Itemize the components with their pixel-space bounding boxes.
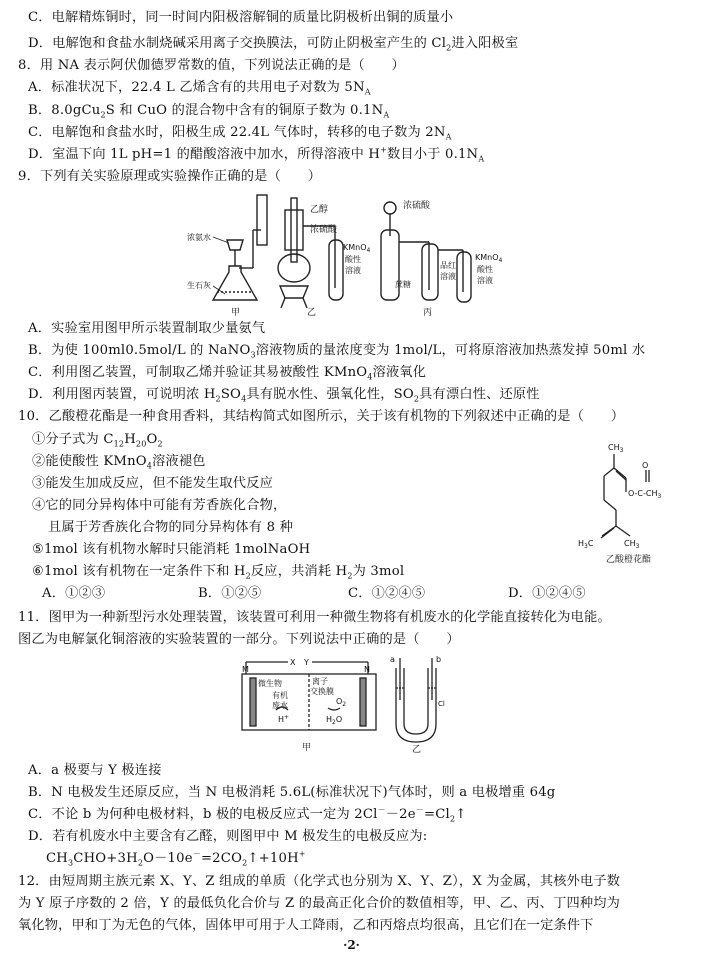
q7-option-d: D．电解饱和食盐水制烧碱采用离子交换膜法，可防止阴极室产生的 $Cl_2$进入阳极室 [28, 36, 519, 53]
label-hplus: H+ [278, 714, 290, 724]
q9-option-a: A．实验室用图甲所示装置制取少量氨气 [28, 321, 266, 336]
label-conc-acid: 浓硫酸 [310, 225, 338, 235]
label-magenta: 品红 [440, 261, 456, 270]
q10-statement-4b: 且属于芳香族化合物的同分异构体有 8 种 [48, 520, 293, 535]
label-a: a [390, 655, 395, 664]
label-solution-bing: 溶液 [477, 276, 493, 285]
u-tube-outer [396, 668, 436, 742]
label-conc-h2so4: 浓硫酸 [403, 201, 431, 211]
flask-neck [285, 210, 303, 250]
q8-option-c: C．电解饱和食盐水时，阳极生成 22.4L 气体时，转移的电子数为 $2N_A$ [28, 125, 452, 142]
q10-statement-5: ⑤1mol 该有机物水解时只能消耗 1molNaOH [32, 542, 311, 557]
label-lime: 生石灰 [187, 281, 211, 290]
label-bing: 丙 [423, 308, 433, 318]
label-acidic-yi: 酸性 [345, 255, 361, 264]
label-kmno4-bing: KMnO$_4$ [475, 253, 503, 264]
label-organic-1: 有机 [272, 691, 288, 700]
label-solution-yi: 溶液 [345, 266, 361, 275]
bing-tube-3 [457, 252, 471, 302]
label-o2: $O_2$ [336, 697, 347, 708]
neryl-acetate-structure [570, 438, 698, 566]
label-cell-yi: 乙 [412, 745, 422, 754]
apparatus-jia [213, 195, 267, 300]
q12-line2: 为 Y 原子序数的 2 倍，Y 的最低负化合价与 Z 的最高正化合价的数值相等，甲、乙、丙、丁四种均为 [18, 896, 621, 911]
q10-option-d: D．①②④⑤ [508, 586, 586, 601]
structure-ch3-top: $CH_3$ [608, 443, 624, 454]
electrode-m [250, 678, 256, 726]
label-h2o: $H_2O$ [326, 715, 343, 726]
label-ammonia: 浓氨水 [187, 233, 211, 242]
collecting-tube [257, 195, 267, 245]
q8-option-d: D．室温下向 1L pH=1 的醋酸溶液中加水，所得溶液中 H+数目小于 $0.1N_A$ [28, 145, 485, 164]
q10-structure-figure [570, 438, 698, 566]
q11-option-d: D．若有机废水中主要含有乙醛，则图甲中 M 极发生的电极反应为: [28, 829, 428, 844]
terminal-y: Y [304, 658, 309, 667]
q10-option-b: B．①②⑤ [198, 586, 262, 601]
label-cell-jia: 甲 [302, 743, 312, 753]
q10-statement-4: ④它的同分异构体中可能有芳香族化合物， [32, 498, 287, 513]
q9-apparatus-figure [185, 190, 525, 318]
label-yi: 乙 [307, 308, 317, 318]
q10-statement-2: ②能使酸性 KMnO$_4$溶液褪色 [32, 454, 206, 471]
structure-ester: $O-C-CH_3$ [628, 489, 662, 500]
q9-option-b: B．为使 100ml0.5mol/L 的 NaNO$_3$溶液物质的量浓度变为 1mol/L，可将原溶液加热蒸发掉 50ml 水 [28, 343, 646, 360]
q10-option-a: A．①②③ [42, 586, 106, 601]
q9-apparatus-svg [185, 190, 525, 318]
structure-carbonyl-o: O [642, 461, 649, 470]
q11-option-c: C．不论 b 为何种电极材料，b 极的电极反应式一定为 $2Cl^--2e^-=Cl_2↑$ [28, 805, 467, 824]
q11-stem-line2: 图乙为电解氯化铜溶液的实验装置的一部分。下列说法中正确的是（ ） [18, 632, 460, 647]
q12-line1: 12．由短周期主族元素 X、Y、Z 组成的单质（化学式也分别为 X、Y、Z），X 为金属，其核外电子数 [18, 874, 621, 889]
q7-option-c: C．电解精炼铜时，同一时间内阳极溶解铜的质量比阴极析出铜的质量小 [28, 10, 454, 25]
q10-statement-6: ⑥1mol 该有机物在一定条件下和 $H_2$反应，共消耗 $H_2$为 3mol [32, 564, 405, 581]
q11-cell-figure [236, 654, 472, 754]
structure-caption: 乙酸橙花酯 [606, 555, 652, 565]
q12-line3: 氧化物，甲和丁为无色的气体，固体甲可用于人工降雨，乙和丙熔点均很高，且它们在一定条件下 [18, 918, 594, 933]
bing-funnel-bulb [384, 202, 396, 214]
dropping-funnel [227, 240, 243, 250]
q10-option-c: C．①②④⑤ [348, 586, 426, 601]
label-ethanol: 乙醇 [310, 205, 329, 215]
u-tube-yi [396, 658, 436, 742]
q10-statement-3: ③能发生加成反应，但不能发生取代反应 [32, 476, 273, 491]
label-n: N [364, 665, 370, 674]
thermometer [291, 198, 297, 262]
test-tube-kmno4 [329, 240, 343, 300]
label-m: M [242, 665, 249, 674]
label-b: b [436, 655, 442, 664]
electrode-n [360, 678, 366, 726]
conical-flask [213, 266, 257, 300]
round-flask [278, 254, 310, 282]
label-sucrose: 蔗糖 [395, 280, 411, 289]
u-tube-inner [404, 668, 428, 734]
terminal-x: X [290, 658, 296, 667]
page-number: ·2· [343, 938, 360, 952]
structure-h3c: $H_3C$ [578, 539, 594, 550]
structure-ch3-bottom: $CH_3$ [624, 539, 640, 550]
q11-equation: $CH_3CHO+3H_2O-10e^-=2CO_2↑+10H^+$ [46, 849, 306, 868]
q9-option-d: D．利用图丙装置，可说明浓 $H_2SO_4$具有脱水性、强氧化性，$SO_2$具有漂白性、还原性 [28, 387, 540, 404]
q11-option-a: A．a 极要与 Y 极连接 [28, 763, 162, 778]
bing-tube-2 [422, 244, 438, 300]
label-organic-2: 废水 [272, 701, 288, 710]
q9-option-c: C．利用图乙装置，可制取乙烯并验证其易被酸性 KMnO$_4$溶液氧化 [28, 365, 427, 382]
q11-cell-svg [236, 654, 472, 754]
label-acidic-bing: 酸性 [477, 265, 493, 274]
label-microbe: 微生物 [258, 679, 282, 688]
q9-stem: 9．下列有关实验原理或实验操作正确的是（ ） [18, 169, 322, 184]
q11-stem-line1: 11．图甲为一种新型污水处理装置，该装置可利用一种微生物将有机废水的化学能直接转化为电能。 [18, 610, 611, 625]
q8-option-b: B．8.0gCu$_2$S 和 CuO 的混合物中含有的铜原子数为 $0.1N_A$ [28, 103, 390, 120]
label-jia: 甲 [231, 308, 241, 318]
q10-statement-1: ①分子式为 $C_{12}H_{20}O_2$ [32, 432, 163, 449]
label-kmno4-yi: KMnO$_4$ [343, 243, 371, 254]
q11-option-b: B．N 电极发生还原反应，当 N 电极消耗 5.6L(标准状况下)气体时，则 a 电极增重 64g [28, 785, 556, 800]
bing-tube-1 [381, 230, 399, 300]
q10-stem: 10．乙酸橙花酯是一种食用香料，其结构简式如图所示，关于该有机物的下列叙述中正确的是（ ） [18, 409, 625, 424]
cell-jia [242, 662, 376, 730]
label-magenta-solution: 溶液 [440, 272, 456, 281]
label-membrane-1: 离子 [312, 677, 328, 686]
q8-stem: 8．用 NA 表示阿伏伽德罗常数的值，下列说法正确的是（ ） [18, 58, 405, 73]
label-membrane-2: 交换膜 [310, 687, 334, 696]
burner [280, 286, 308, 298]
label-cl: Cl [438, 700, 445, 708]
q8-option-a: A．标准状况下，22.4 L 乙烯含有的共用电子对数为 $5N_A$ [28, 80, 371, 97]
